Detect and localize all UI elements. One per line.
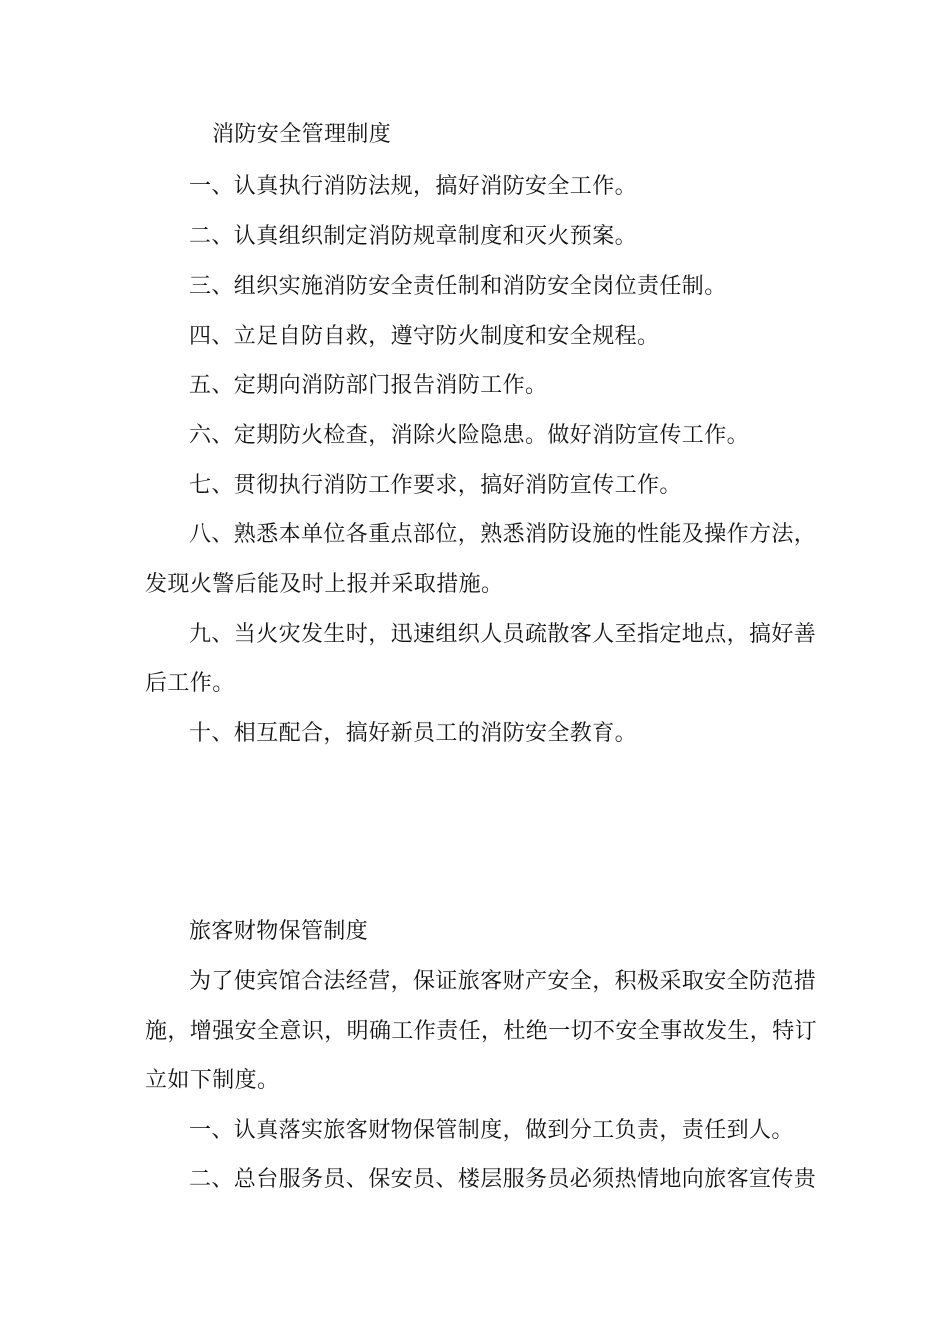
intro-line-1: 为了使宾馆合法经营，保证旅客财产安全，积极采取安全防范措: [189, 969, 817, 994]
fire-rule-7: 七、贯彻执行消防工作要求，搞好消防宣传工作。: [189, 473, 682, 498]
fire-rule-8-line1: 八、熟悉本单位各重点部位，熟悉消防设施的性能及操作方法，: [189, 522, 817, 547]
fire-rule-2: 二、认真组织制定消防规章制度和灭火预案。: [189, 224, 638, 249]
section-title-fire-safety: 消防安全管理制度: [212, 122, 392, 147]
fire-rule-1: 一、认真执行消防法规，搞好消防安全工作。: [189, 174, 638, 199]
property-rule-2: 二、总台服务员、保安员、楼层服务员必须热情地向旅客宣传贵: [189, 1167, 817, 1192]
fire-rule-10: 十、相互配合，搞好新员工的消防安全教育。: [189, 721, 638, 746]
property-rule-1: 一、认真落实旅客财物保管制度，做到分工负责，责任到人。: [189, 1118, 794, 1143]
section-title-property-custody: 旅客财物保管制度: [189, 919, 369, 944]
intro-line-2: 施，增强安全意识，明确工作责任，杜绝一切不安全事故发生，特订: [145, 1019, 818, 1044]
fire-rule-4: 四、立足自防自救，遵守防火制度和安全规程。: [189, 324, 660, 349]
intro-line-3: 立如下制度。: [145, 1068, 280, 1093]
fire-rule-9-line2: 后工作。: [145, 671, 235, 696]
fire-rule-9-line1: 九、当火灾发生时，迅速组织人员疏散客人至指定地点，搞好善: [189, 622, 817, 647]
fire-rule-3: 三、组织实施消防安全责任制和消防安全岗位责任制。: [189, 274, 727, 299]
fire-rule-8-line2: 发现火警后能及时上报并采取措施。: [145, 572, 504, 597]
fire-rule-5: 五、定期向消防部门报告消防工作。: [189, 373, 548, 398]
fire-rule-6: 六、定期防火检查，消除火险隐患。做好消防宣传工作。: [189, 423, 750, 448]
